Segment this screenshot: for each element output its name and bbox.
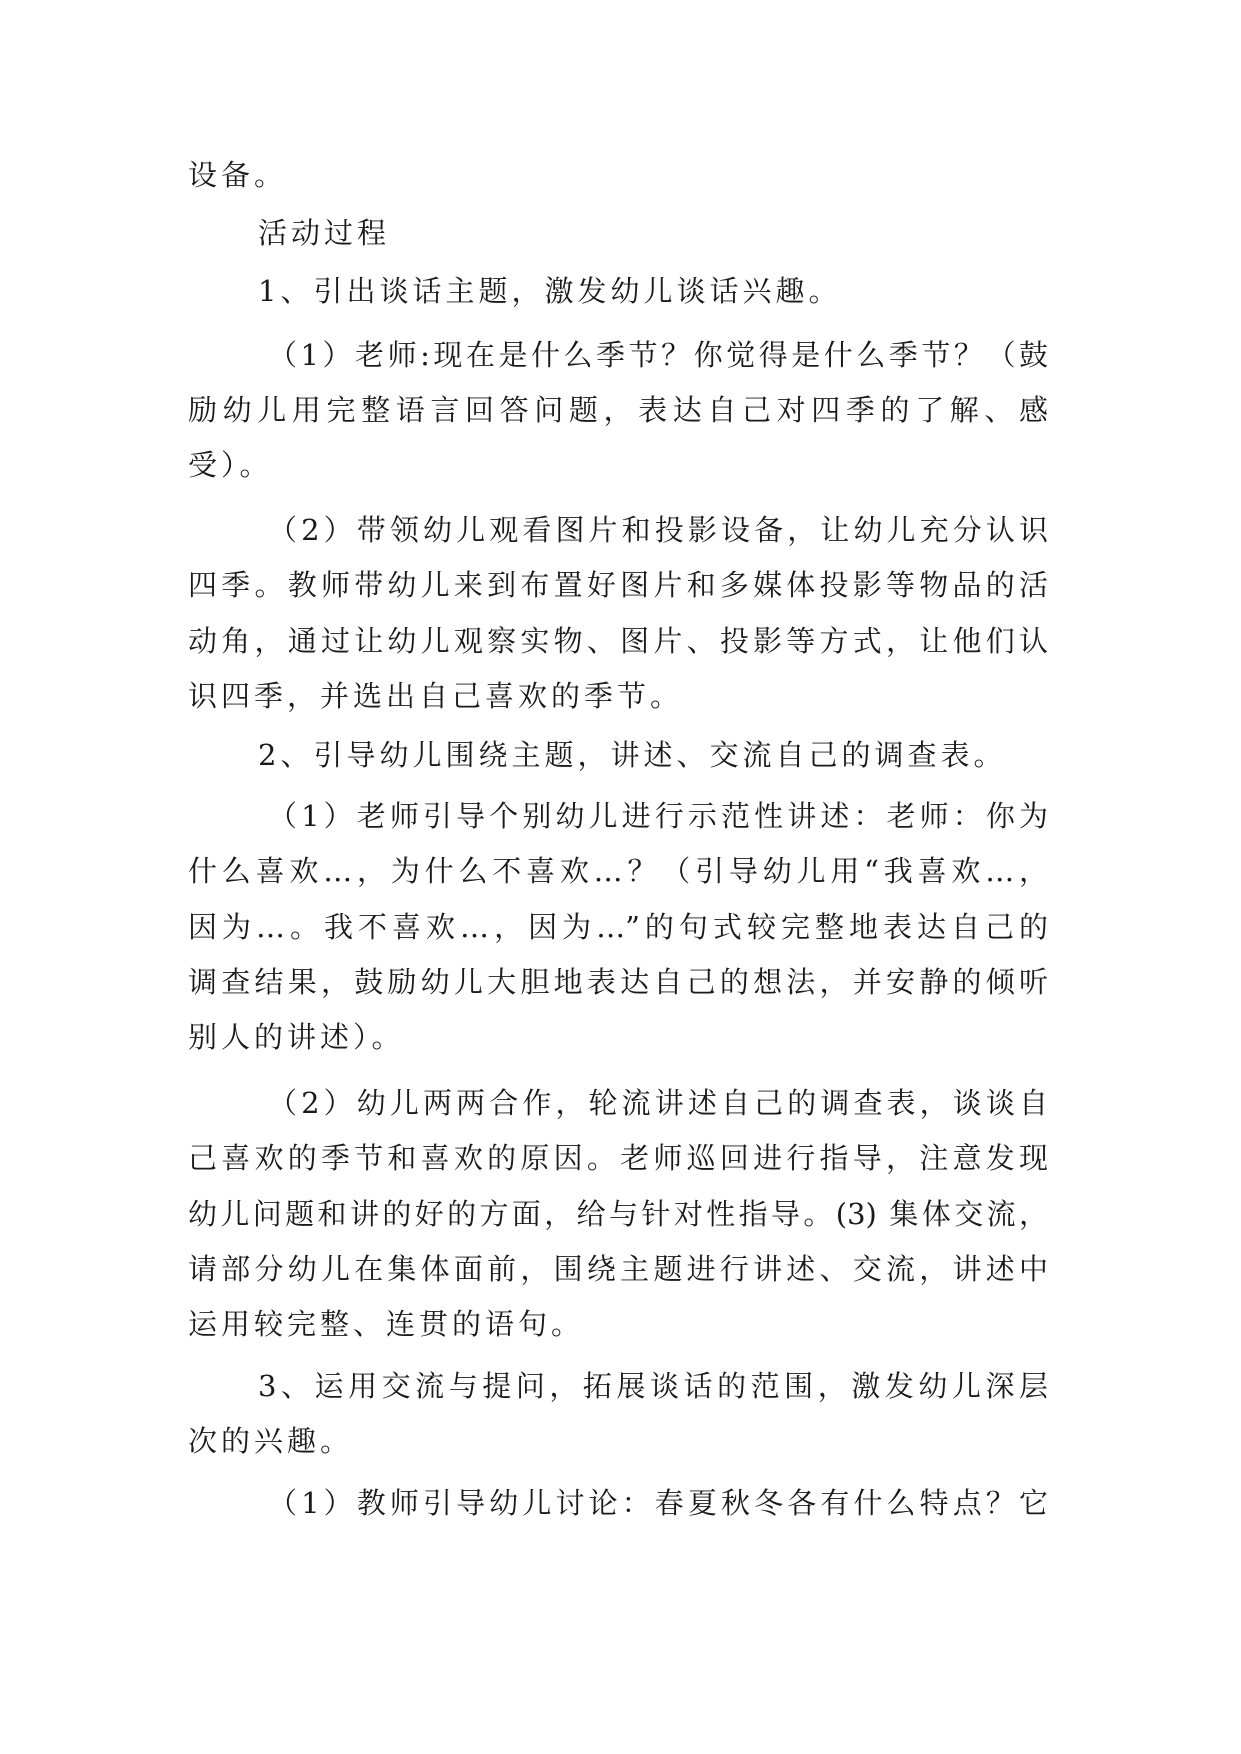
text-line: 受）。 (188, 448, 273, 482)
text-line: 次的兴趣。 (188, 1424, 354, 1458)
text-line: （1）教师引导幼儿讨论：春夏秋冬各有什么特点？它 (268, 1486, 1048, 1520)
step-heading: 1、引出谈话主题，激发幼儿谈话兴趣。 (258, 274, 842, 308)
text-line: （2）带领幼儿观看图片和投影设备，让幼儿充分认识 (268, 513, 1048, 547)
text-line: 别人的讲述）。 (188, 1020, 405, 1054)
text-line: （1）老师:现在是什么季节？你觉得是什么季节？（鼓 (268, 338, 1048, 372)
text-line: 动角，通过让幼儿观察实物、图片、投影等方式，让他们认 (188, 624, 1048, 658)
step-heading: 2、引导幼儿围绕主题，讲述、交流自己的调查表。 (258, 738, 1007, 772)
text-line: 识四季，并选出自己喜欢的季节。 (188, 679, 684, 713)
text-line: 励幼儿用完整语言回答问题，表达自己对四季的了解、感 (188, 393, 1048, 427)
text-line: 设备。 (188, 158, 288, 192)
text-line: 请部分幼儿在集体面前，围绕主题进行讲述、交流，讲述中 (188, 1252, 1048, 1286)
text-line: 因为…。我不喜欢…，因为…”的句式较完整地表达自己的 (188, 910, 1048, 944)
text-line: （2）幼儿两两合作，轮流讲述自己的调查表，谈谈自 (268, 1086, 1048, 1120)
text-line: 幼儿问题和讲的好的方面，给与针对性指导。(3) 集体交流， (188, 1197, 1048, 1231)
text-line: （1）老师引导个别幼儿进行示范性讲述：老师：你为 (268, 799, 1048, 833)
text-line: 四季。教师带幼儿来到布置好图片和多媒体投影等物品的活 (188, 568, 1048, 602)
text-line: 运用较完整、连贯的语句。 (188, 1307, 585, 1341)
text-line: 什么喜欢…，为什么不喜欢…？（引导幼儿用“我喜欢…， (188, 854, 1048, 888)
section-heading: 活动过程 (258, 216, 391, 250)
step-heading: 3、运用交流与提问，拓展谈话的范围，激发幼儿深层 (258, 1369, 1048, 1403)
text-line: 己喜欢的季节和喜欢的原因。老师巡回进行指导，注意发现 (188, 1141, 1048, 1175)
text-line: 调查结果，鼓励幼儿大胆地表达自己的想法，并安静的倾听 (188, 965, 1048, 999)
